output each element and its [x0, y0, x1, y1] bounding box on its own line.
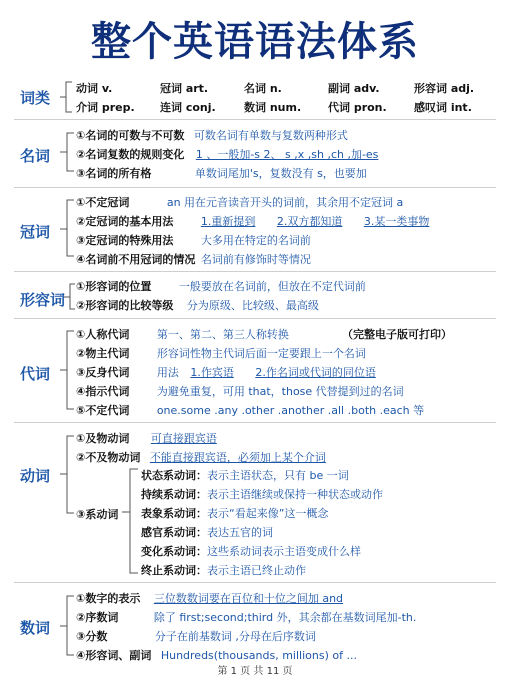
page-footer: 第 1 页 共 11 页 — [217, 666, 293, 677]
numeral-row-numbers: ①数字的表示 三位数数词要在百位和十位之间加 and — [76, 592, 344, 605]
printable-note: （完整电子版可打印） — [342, 328, 452, 341]
article-row-special: ③定冠词的特殊用法 大多用在特定的名词前 — [76, 234, 311, 247]
page-title: 整个英语语法体系 — [91, 19, 419, 65]
pronoun-row-indefinite: ⑤不定代词 one.some .any .other .another .all .both .each 等 — [76, 404, 425, 417]
word-class-item: 代词 pron. — [328, 101, 387, 114]
article-row-zero: ④名词前不用冠词的情况 名词前有修饰时等情况 — [76, 253, 311, 266]
adjective-row-comparison: ②形容词的比较等级 分为原级、比较级、最高级 — [76, 299, 319, 312]
linking-verb-senses: 感官系动词：表达五官的词 — [141, 526, 273, 539]
verb-row-intransitive: ②不及物动词 不能直接跟宾语，必须加上某个介词 — [76, 451, 326, 464]
pronoun-row-possessive: ②物主代词 形容词性物主代词后面一定要跟上一个名词 — [76, 347, 366, 360]
word-class-item: 连词 conj. — [160, 101, 216, 114]
word-class-item: 冠词 art. — [160, 82, 209, 95]
category-cilei: 词类 — [20, 89, 51, 107]
word-class-item: 动词 v. — [76, 82, 113, 95]
word-class-item: 介词 prep. — [76, 101, 135, 114]
brace — [60, 589, 76, 663]
divider — [14, 582, 496, 583]
verb-row-transitive: ①及物动词 可直接跟宾语 — [76, 432, 217, 445]
category-mingci: 名词 — [20, 147, 51, 165]
linking-verb-state: 状态系动词：表示主语状态，只有 be 一词 — [141, 469, 349, 482]
divider — [14, 422, 496, 423]
divider — [14, 318, 496, 319]
pronoun-row-reflexive: ③反身代词 用法 1.作宾语 2.作名词或代词的同位语 — [76, 366, 376, 379]
brace — [64, 277, 76, 317]
linking-verb-appearance: 表象系动词：表示“看起来像”这一概念 — [141, 507, 329, 520]
word-class-item: 数词 num. — [244, 101, 302, 114]
pronoun-row-demonstrative: ④指示代词 为避免重复，可用 that，those 代替提到过的名词 — [76, 385, 404, 398]
article-row-indefinite: ①不定冠词 an 用在元音读音开头的词前，其余用不定冠词 a — [76, 196, 404, 209]
brace — [60, 127, 76, 177]
pronoun-row-personal: ①人称代词 第一、第二、第三人称转换 — [76, 328, 289, 341]
noun-row-countable: ①名词的可数与不可数 可数名词有单数与复数两种形式 — [76, 129, 348, 142]
divider — [14, 271, 496, 272]
noun-row-possessive: ③名词的所有格 单数词尾加's，复数没有 s，也要加 — [76, 167, 367, 180]
brace — [60, 193, 76, 263]
brace — [60, 430, 76, 520]
linking-verb-change: 变化系动词：这些系动词表示主语变成什么样 — [141, 545, 361, 558]
word-class-item: 形容词 adj. — [414, 82, 475, 95]
adjective-row-position: ①形容词的位置 一般要放在名词前，但放在不定代词前 — [76, 280, 366, 293]
word-class-item: 感叹词 int. — [414, 101, 472, 114]
word-class-item: 副词 adv. — [328, 82, 380, 95]
brace — [60, 325, 76, 415]
linking-verb-continuing: 持续系动词：表示主语继续或保持一种状态或动作 — [141, 488, 383, 501]
numeral-row-ordinal: ②序数词 除了 first;second;third 外，其余都在基数词尾加-th. — [76, 611, 417, 624]
numeral-row-adj-adv: ④形容词、副词 Hundreds(thousands, millions) of ... — [76, 649, 357, 662]
category-dongci: 动词 — [20, 467, 51, 485]
category-shuci: 数词 — [20, 619, 51, 637]
brace — [122, 463, 140, 581]
brace — [60, 80, 74, 114]
word-class-item: 名词 n. — [244, 82, 282, 95]
linking-verb-termination: 终止系动词：表示主语已终止动作 — [141, 564, 306, 577]
divider — [14, 119, 496, 120]
divider — [14, 187, 496, 188]
verb-row-linking: ③系动词 — [76, 508, 119, 521]
article-row-basic: ②定冠词的基本用法 1.重新提到 2.双方都知道 3.某一类事物 — [76, 215, 430, 228]
category-xingrongci: 形容词 — [20, 291, 66, 309]
numeral-row-fraction: ③分数 分子在前基数词 ,分母在后序数词 — [76, 630, 316, 643]
noun-row-plural: ②名词复数的规则变化 1 、一般加-s 2、 s ,x ,sh ,ch ,加-es — [76, 148, 379, 161]
category-guanci: 冠词 — [20, 223, 51, 241]
category-daici: 代词 — [20, 365, 51, 383]
